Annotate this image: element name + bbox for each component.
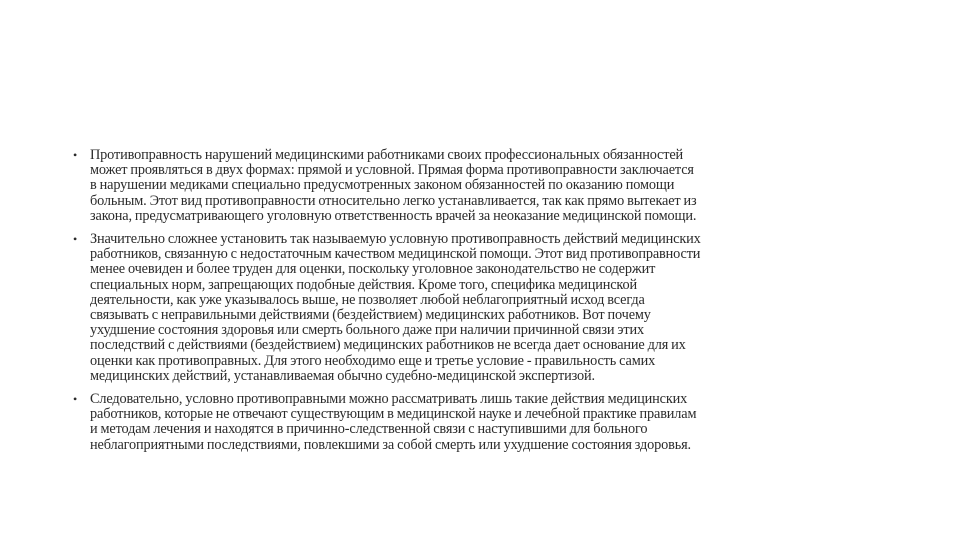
paragraph-line: в нарушении медиками специально предусмотренных законом обязанностей по оказанию помощи [90,177,675,194]
paragraph-line: связывать с неправильными действиями (бездействием) медицинских работников. Вот почему [90,307,651,324]
paragraph-line: закона, предусматривающего уголовную ответственность врачей за неоказание медицинской помощи. [90,207,697,224]
paragraph-line: может проявляться в двух формах: прямой и условной. Прямая форма противоправности заключается [90,162,694,179]
paragraph-line: специальных норм, запрещающих подобные действия. Кроме того, специфика медицинской [90,276,637,293]
bullet-item [70,232,892,384]
bullet-list [70,148,892,461]
paragraph-line: ухудшение состояния здоровья или смерть больного даже при наличии причинной связи этих [90,322,644,339]
paragraph-line: последствий с действиями (бездействием) медицинских работников не всегда дает основание для их [90,337,686,354]
paragraph-line: работников, связанную с недостаточным качеством медицинской помощи. Этот вид противоправности [90,246,701,263]
bullet-dot-icon: • [73,232,78,247]
paragraph-line: менее очевиден и более труден для оценки, поскольку уголовное законодательство не содержит [90,261,656,278]
bullet-dot-icon: • [73,392,78,407]
paragraph-line: Противоправность нарушений медицинскими работниками своих профессиональных обязанностей [90,147,684,163]
paragraph-line: больным. Этот вид противоправности относительно легко устанавливается, так как прямо вытекает из [90,192,697,209]
bullet-item [70,148,892,224]
bullet-item [70,392,892,453]
paragraph-line: Следовательно, условно противоправными можно рассматривать лишь такие действия медицинских [90,391,688,408]
paragraph-line: неблагоприятными последствиями, повлекшими за собой смерть или ухудшение состояния здоровья. [90,436,691,453]
bullet-dot-icon: • [73,148,78,162]
paragraph-line: и методам лечения и находятся в причинно-следственной связи с наступившими для больного [90,421,648,438]
paragraph-line: оценки как противоправных. Для этого необходимо еще и третье условие - правильность самих [90,352,656,369]
paragraph-line: работников, которые не отвечают существующим в медицинской науке и лечебной практике правилам [90,406,697,423]
paragraph-line: Значительно сложнее установить так называемую условную противоправность действий медицинских [90,231,701,248]
paragraph-line: деятельности, как уже указывалось выше, не позволяет любой неблагоприятный исход всегда [90,291,645,308]
paragraph-line: медицинских действий, устанавливаемая обычно судебно-медицинской экспертизой. [90,367,595,384]
